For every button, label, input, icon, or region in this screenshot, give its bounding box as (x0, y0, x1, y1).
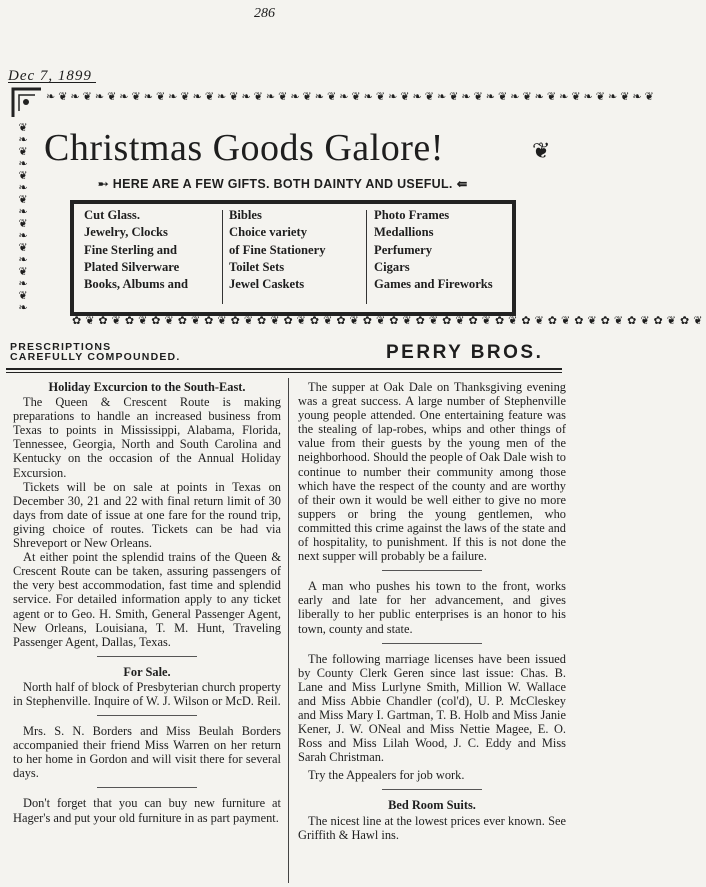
ad-subtitle-text: HERE ARE A FEW GIFTS. BOTH DAINTY AND USEFUL. (112, 177, 453, 191)
column-divider (222, 210, 223, 304)
gift-item: of Fine Stationery (229, 242, 326, 257)
gift-item: Photo Frames (374, 208, 450, 222)
article-paragraph: At either point the splendid trains of the Queen & Crescent Route can be taken, assuring passengers of the very best accommodation, fast time and splendid service. For detailed information apply to any ticket agent or to Geo. H. Smith, General Passenger Agent, New Orleans, Louisiana, T. M. Hunt, Traveling Passenger Agent, Dallas, Texas. (13, 550, 281, 649)
gift-column-3 (374, 204, 493, 293)
article-paragraph: The Queen & Crescent Route is making preparations to handle an increased business from Texas to points in Mississippi, Alabama, Florida, Tennessee, Georgia, North and South Carolina and Kentucky on the occasion of the Annual Holiday Excursion. (13, 395, 281, 480)
arrow-left-icon: ➸ (98, 177, 109, 191)
gift-item: Jewel Caskets (229, 277, 305, 292)
gift-item: Books, Albums and (84, 277, 188, 292)
bottom-border-ornament: ✿❦✿❦✿❦✿❦✿❦✿❦✿❦✿❦✿❦✿❦✿❦✿❦✿❦✿❦✿❦✿❦✿❦✿❦✿❦✿❦✿❦✿❦✿❦✿❦ (72, 315, 706, 327)
article-heading: Bed Room Suits. (388, 798, 476, 813)
christmas-advertisement (10, 86, 706, 341)
article-paragraph: North half of block of Presbyterian church property in Stephenville. Inquire of W. J. Wilson or McD. Reil. (13, 679, 281, 708)
ad-title: Christmas Goods Galore! (44, 127, 444, 169)
gift-item: Cut Glass. (84, 208, 140, 222)
gift-item: Bibles (229, 208, 262, 222)
article-paragraph: The following marriage licenses have been issued by County Clerk Geren since last issue: Chas. B. Lane and Miss Lurlyne Smith, Million W. Wallace and Miss Abbie Chandler (col'd), U. P. McCleskey and Miss Mary I. Gartman, T. B. Holb and Miss Janie Kener, J. W. ONeal and Miss Nettie Magee, E. O. Ross and Miss Lilah Wood, J. C. Eddy and Miss Sarah Christman. (298, 651, 566, 765)
article-heading: For Sale. (123, 664, 171, 679)
corner-ornament-icon (10, 86, 44, 120)
arrow-right-icon: ⇚ (456, 177, 468, 191)
column-divider (366, 210, 367, 304)
page-number: 286 (254, 6, 275, 21)
left-border-ornament: ❦ ❧ ❦ ❧ ❦ ❧ ❦ ❧ ❦ ❧ ❦ ❧ ❦ ❧ ❦ ❧ (18, 122, 28, 314)
column-rule (288, 378, 289, 883)
article-separator (382, 643, 482, 644)
ad-subtitle (94, 176, 471, 191)
article-paragraph: Tickets will be on sale at points in Texas on December 30, 21 and 22 with final return limit of 30 days from date of issue at one fare for the round trip, giving choice of routes. Tickets can be had via Shreveport or New Orleans. (13, 479, 281, 551)
article-separator (97, 715, 197, 716)
article-paragraph: Don't forget that you can buy new furniture at Hager's and put your old furniture in as part payment. (13, 796, 281, 825)
gift-item: Perfumery (374, 242, 433, 257)
gift-list-box (70, 200, 516, 316)
firm-name: PERRY BROS. (386, 342, 544, 363)
left-column (13, 380, 281, 825)
gift-column-1 (84, 204, 188, 293)
top-border-ornament: ❧❦❧❦❧❦❧❦❧❦❧❦❧❦❧❦❧❦❧❦❧❦❧❦❧❦❧❦❧❦❧❦❧❦❧❦❧❦❧❦❧❦❧❦❧❦❧❦❧❦ (46, 91, 657, 103)
article-separator (97, 787, 197, 788)
gift-column-2 (229, 204, 326, 293)
article-paragraph: The supper at Oak Dale on Thanksgiving evening was a great success. A large number of Stephenville young people attended. One entertaining feature was the stealing of lap-robes, whips and other things of value from their guests by the young men of the neighborhood. Should the people of Oak Dale wish to continue to number their community among those which have the respect of the county and are worthy of their own it would be well either to give no more suppers or bring the young gentlemen, who committed this crime against the laws of the state and of hospitality, to punishment. If this is not done the next supper will probably be a failure. (298, 380, 566, 564)
gift-item: Games and Fireworks (374, 277, 493, 292)
gift-item: Toilet Sets (229, 259, 285, 274)
article-separator (382, 789, 482, 790)
gift-item: Choice variety (229, 225, 307, 240)
rx-line-2: CAREFULLY COMPOUNDED. (10, 351, 181, 363)
gift-item: Cigars (374, 259, 410, 274)
article-paragraph: Try the Appealers for job work. (308, 768, 465, 783)
article-heading: Holiday Excurcion to the South-East. (48, 380, 246, 394)
holly-icon: ❦ (532, 138, 551, 163)
gift-item: Medallions (374, 225, 434, 240)
gift-item: Fine Sterling and (84, 242, 178, 257)
article-separator (382, 570, 482, 571)
handwritten-date: Dec 7, 1899 (8, 68, 92, 84)
section-rule (6, 372, 562, 373)
article-separator (97, 656, 197, 657)
article-paragraph: The nicest line at the lowest prices ever known. See Griffith & Hawl ins. (298, 813, 566, 842)
gift-item: Jewelry, Clocks (84, 225, 168, 240)
section-rule (6, 368, 562, 370)
rx-line-1: PRESCRIPTIONS (10, 341, 112, 353)
gift-item: Plated Silverware (84, 259, 180, 274)
article-paragraph: A man who pushes his town to the front, works early and late for her advancement, and gives liberally to her public enterprises is an honor to his town, county and state. (298, 579, 566, 636)
article-paragraph: Mrs. S. N. Borders and Miss Beulah Borders accompanied their friend Miss Warren on her return to her home in Gordon and will visit there for several days. (13, 724, 281, 781)
right-column (298, 380, 566, 842)
prescriptions-note (10, 342, 180, 362)
